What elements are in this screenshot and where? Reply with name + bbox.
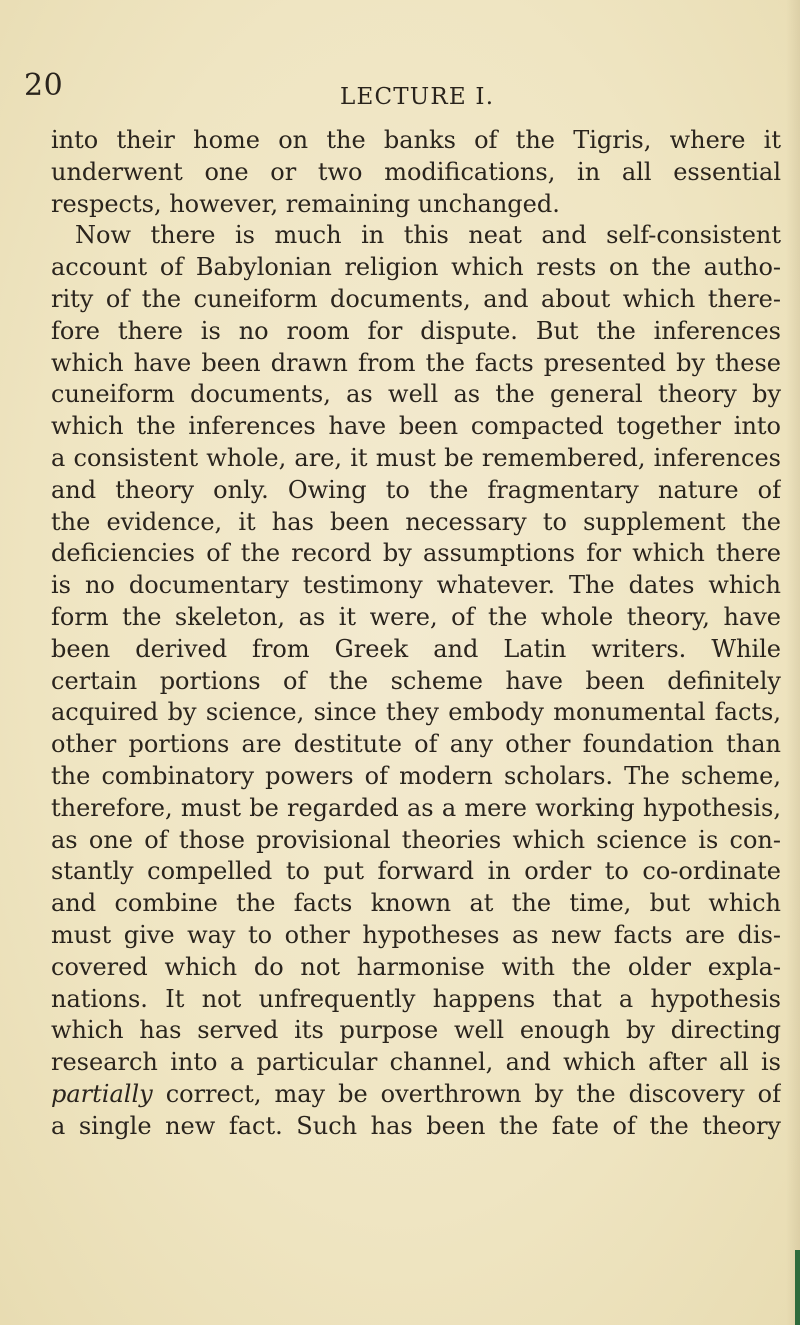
- text-line: the combinatory powers of modern scholars. The scheme,: [51, 761, 781, 790]
- text-line: Now there is much in this neat and self-consistent: [75, 221, 781, 250]
- text-line: rity of the cuneiform documents, and about which there-: [51, 284, 781, 313]
- text-line: as one of those provisional theories which science is con-: [51, 825, 781, 854]
- text-line: research into a particular channel, and which after all is: [51, 1048, 781, 1077]
- page-number: 20: [24, 68, 64, 103]
- text-line: which has served its purpose well enough by directing: [51, 1016, 781, 1045]
- text-line: which have been drawn from the facts presented by these: [51, 348, 781, 377]
- text-line: form the skeleton, as it were, of the whole theory, have: [51, 602, 781, 631]
- text-line: and theory only. Owing to the fragmentary nature of: [51, 475, 781, 504]
- text-line: therefore, must be regarded as a mere working hypothesis,: [51, 793, 781, 822]
- text-line-italic: [51, 1079, 781, 1111]
- text-line: stantly compelled to put forward in order to co-ordinate: [51, 857, 781, 886]
- italic-line-rest: correct, may be overthrown by the discovery of: [152, 1079, 781, 1108]
- text-line: respects, however, remaining unchanged.: [51, 189, 560, 218]
- text-line: must give way to other hypotheses as new facts are dis-: [51, 920, 781, 949]
- text-line: and combine the facts known at the time, but which: [51, 889, 781, 918]
- text-line: underwent one or two modifications, in all essential: [51, 157, 781, 186]
- text-line: acquired by science, since they embody monumental facts,: [51, 698, 781, 727]
- text-line: a consistent whole, are, it must be remembered, inferences: [51, 443, 781, 472]
- page-edge-shadow: [786, 0, 800, 1325]
- italic-word: partially: [51, 1079, 153, 1108]
- text-line: cuneiform documents, as well as the general theory by: [51, 380, 781, 409]
- text-line: which the inferences have been compacted together into: [51, 412, 781, 441]
- body-text: [51, 125, 781, 1143]
- text-line: the evidence, it has been necessary to supplement the: [51, 507, 781, 536]
- text-line: covered which do not harmonise with the older expla-: [51, 952, 781, 981]
- text-line: a single new fact. Such has been the fate of the theory: [51, 1111, 781, 1140]
- edge-mark: [795, 1250, 800, 1325]
- text-line: fore there is no room for dispute. But the inferences: [51, 316, 781, 345]
- text-line: been derived from Greek and Latin writers. While: [51, 634, 781, 663]
- text-line: account of Babylonian religion which rests on the autho-: [51, 253, 781, 282]
- text-line: nations. It not unfrequently happens that a hypothesis: [51, 984, 781, 1013]
- text-line: other portions are destitute of any other foundation than: [51, 730, 781, 759]
- running-head: LECTURE I.: [340, 84, 495, 110]
- text-line: is no documentary testimony whatever. The dates which: [51, 571, 781, 600]
- text-line: deficiencies of the record by assumptions for which there: [51, 539, 781, 568]
- text-line: into their home on the banks of the Tigris, where it: [51, 126, 781, 154]
- text-line: certain portions of the scheme have been definitely: [51, 666, 781, 695]
